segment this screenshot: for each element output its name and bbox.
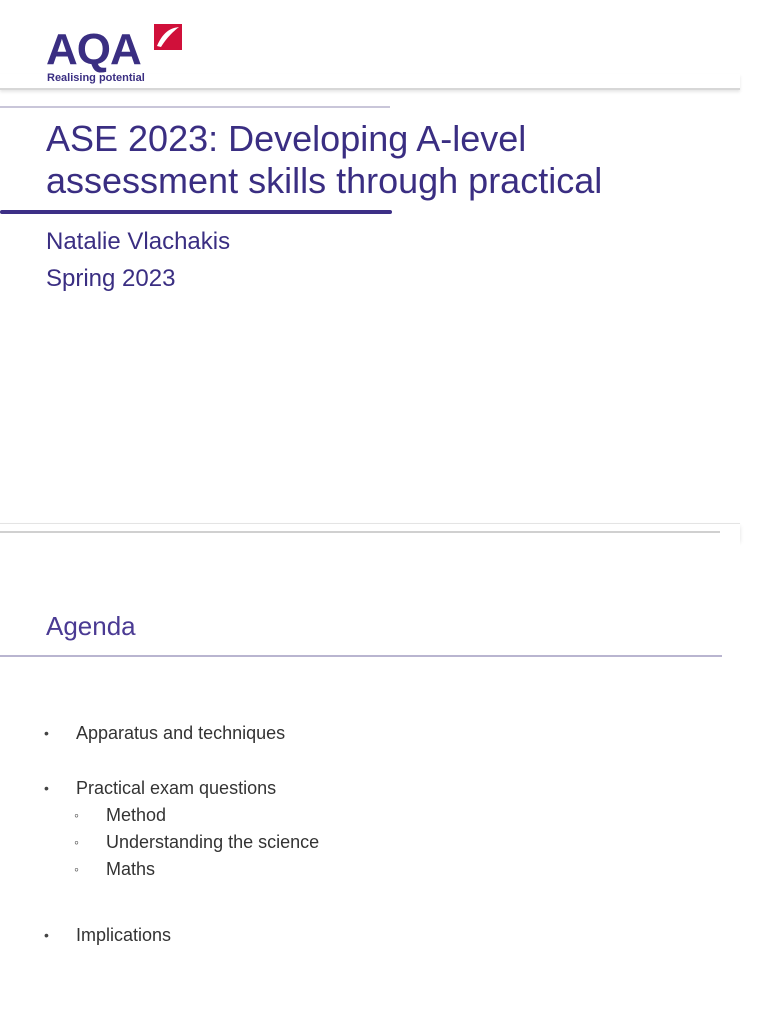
- agenda-subitem-science: Understanding the science: [106, 832, 320, 852]
- slide-separator: [0, 523, 740, 540]
- author-name: Natalie Vlachakis: [46, 228, 231, 255]
- bullet-icon: •: [44, 927, 49, 943]
- sub-bullet-icon: ◦: [74, 861, 79, 877]
- agenda-subitem-method: Method: [106, 805, 167, 825]
- logo-wordmark: AQA: [46, 25, 141, 74]
- agenda-heading: Agenda: [46, 611, 136, 641]
- title-slide: [0, 0, 740, 525]
- title-line-2: assessment skills through practical: [46, 160, 603, 201]
- agenda-item-implications: Implications: [76, 925, 172, 945]
- agenda-list: [0, 540, 740, 1024]
- bullet-icon: •: [44, 780, 49, 796]
- presentation-title: [46, 118, 736, 202]
- agenda-slide: [0, 540, 740, 1024]
- agenda-subitem-maths: Maths: [106, 859, 156, 879]
- logo-tagline: Realising potential: [47, 72, 145, 84]
- aqa-swoosh-icon: [152, 22, 184, 52]
- title-rule-top: [0, 106, 390, 108]
- presentation-date: Spring 2023: [46, 265, 176, 292]
- bullet-icon: •: [44, 725, 49, 741]
- sub-bullet-icon: ◦: [74, 834, 79, 850]
- agenda-item-practical-exam: Practical exam questions: [76, 778, 277, 798]
- header-divider: [0, 74, 740, 90]
- title-rule-bottom: [0, 210, 392, 214]
- agenda-item-apparatus: Apparatus and techniques: [76, 723, 286, 743]
- sub-bullet-icon: ◦: [74, 807, 79, 823]
- title-line-1: ASE 2023: Developing A-level: [46, 118, 527, 159]
